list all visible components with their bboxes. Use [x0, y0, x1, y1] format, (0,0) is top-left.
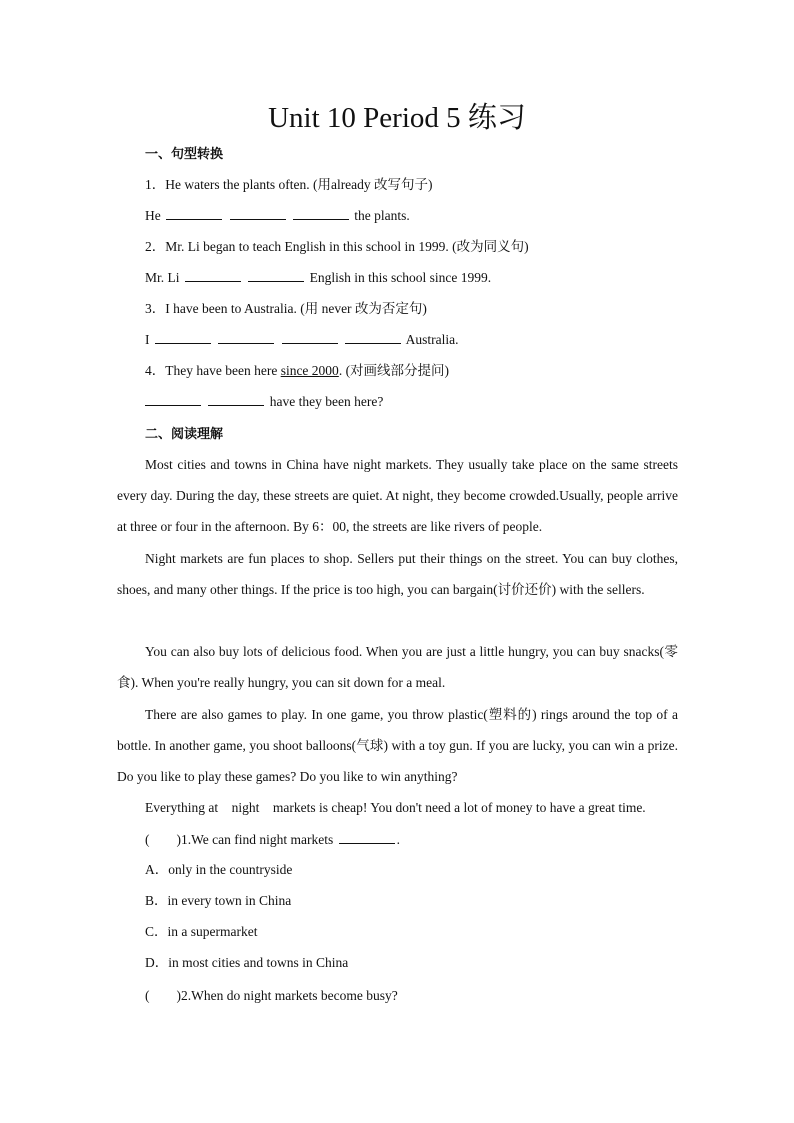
reading-paragraph: [117, 636, 678, 698]
prompt-text: 4．They have been here: [145, 363, 281, 378]
answer-tail: English in this school since 1999.: [309, 270, 492, 285]
reading-paragraph: [117, 449, 678, 542]
paragraph-text: There are also games to play. In one game, you throw plastic(塑料的) rings around the top of a bottle. In another game, you shoot balloons(气球) with a toy gun. If you are lucky, you can win a prize. Do you like to play these games? Do you like to win anything?: [117, 707, 678, 784]
answer-lead: I: [145, 332, 150, 347]
answer-blank[interactable]: [339, 831, 395, 844]
prompt-text: . (对画线部分提问): [338, 363, 450, 378]
option-d[interactable]: D．in most cities and towns in China: [145, 955, 349, 970]
answer-tail: have they been here?: [269, 394, 384, 409]
paragraph-text: Night markets are fun places to shop. Sellers put their things on the street. You can buy clothes, shoes, and many other things. If the price is too high, you can bargain(讨价还价) with the sellers.: [117, 551, 678, 597]
answer-lead: He: [145, 208, 161, 223]
section-heading-sentence-conversion: 一、句型转换: [145, 146, 224, 161]
mc-question-1: [145, 831, 400, 849]
question-text: ( )1.We can find night markets: [145, 832, 334, 847]
option-c[interactable]: C．in a supermarket: [145, 924, 258, 939]
question-3-answer-line: [145, 331, 459, 349]
answer-blank[interactable]: [293, 207, 349, 220]
question-1-prompt: 1．He waters the plants often. (用already 改写句子): [145, 177, 433, 192]
answer-blank[interactable]: [155, 331, 211, 344]
underlined-phrase: since 2000: [280, 363, 339, 378]
answer-blank[interactable]: [166, 207, 222, 220]
reading-paragraph: [117, 699, 678, 792]
answer-blank[interactable]: [248, 269, 304, 282]
page-title: Unit 10 Period 5 练习: [268, 102, 526, 134]
reading-paragraph: [117, 792, 678, 823]
answer-blank[interactable]: [208, 393, 264, 406]
answer-blank[interactable]: [218, 331, 274, 344]
answer-blank[interactable]: [230, 207, 286, 220]
answer-tail: the plants.: [354, 208, 410, 223]
question-2-answer-line: [145, 269, 491, 287]
section-heading-reading: 二、阅读理解: [145, 426, 224, 441]
paragraph-text: Everything at night markets is cheap! You don't need a lot of money to have a great time.: [145, 800, 646, 815]
question-3-prompt: 3．I have been to Australia. (用 never 改为否定句): [145, 301, 427, 316]
reading-paragraph: [117, 543, 678, 605]
paragraph-text: You can also buy lots of delicious food. When you are just a little hungry, you can buy snacks(零食). When you're really hungry, you can sit down for a meal.: [117, 644, 678, 690]
paragraph-text: Most cities and towns in China have night markets. They usually take place on the same streets every day. During the day, these streets are quiet. At night, they become crowded.Usually, people arrive at three or four in the afternoon. By 6：00, the streets are like rivers of people.: [117, 457, 678, 534]
answer-blank[interactable]: [185, 269, 241, 282]
answer-tail: Australia.: [405, 332, 459, 347]
answer-blank[interactable]: [282, 331, 338, 344]
question-2-prompt: 2．Mr. Li began to teach English in this school in 1999. (改为同义句): [145, 239, 529, 254]
option-a[interactable]: A．only in the countryside: [145, 862, 293, 877]
option-b[interactable]: B．in every town in China: [145, 893, 292, 908]
question-1-answer-line: [145, 207, 410, 225]
question-end: .: [396, 832, 400, 847]
answer-blank[interactable]: [345, 331, 401, 344]
answer-lead: Mr. Li: [145, 270, 180, 285]
answer-blank[interactable]: [145, 393, 201, 406]
mc-question-2: ( )2.When do night markets become busy?: [145, 988, 398, 1003]
question-4-prompt: [145, 362, 449, 380]
question-4-answer-line: [145, 393, 383, 411]
